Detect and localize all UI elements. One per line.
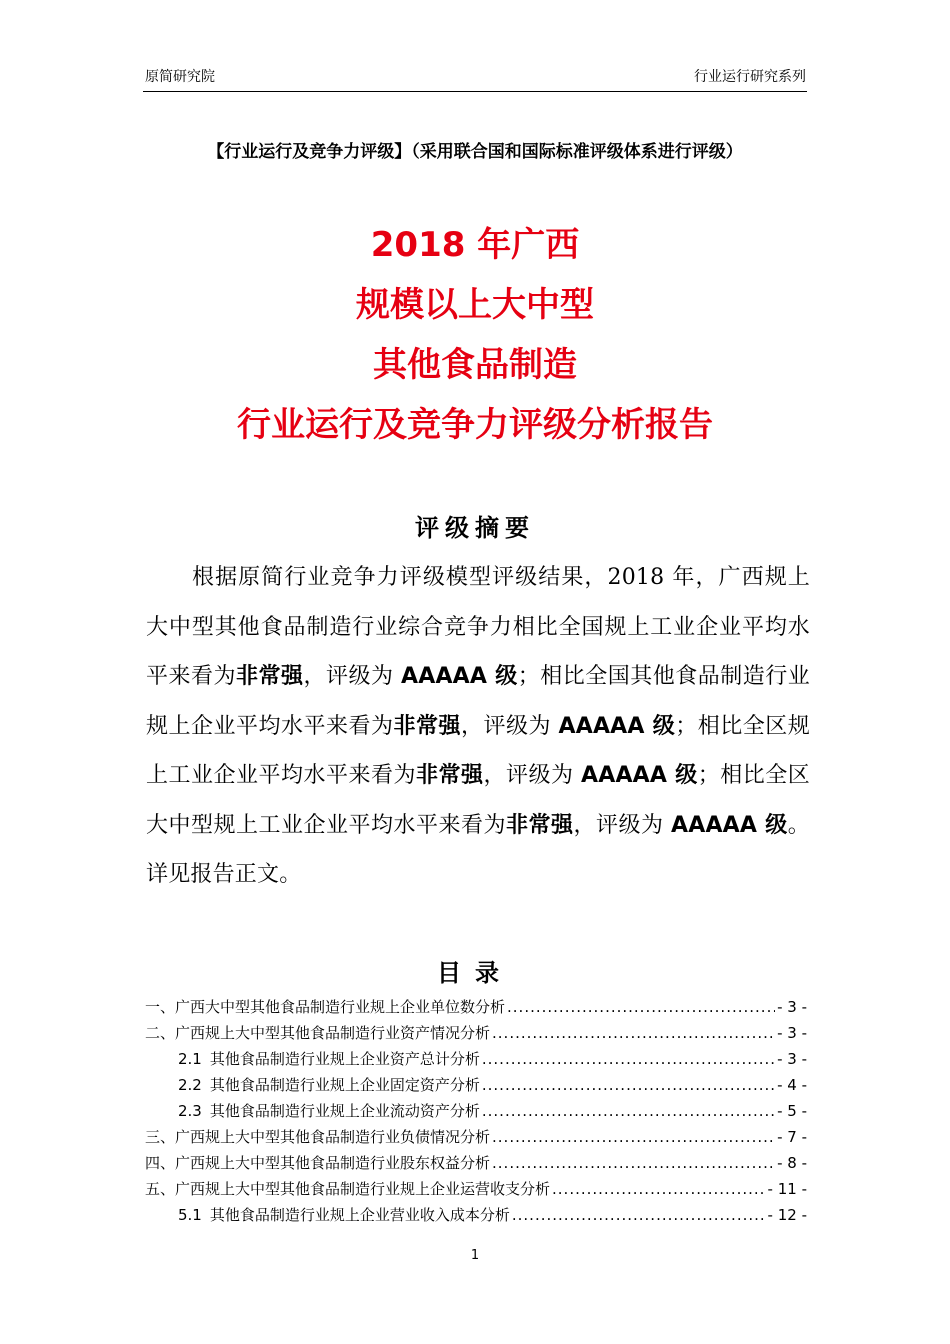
toc-leader-dots [482, 1098, 775, 1124]
rating-grade: AAAAA 级 [558, 713, 676, 739]
toc-entry[interactable] [145, 994, 807, 1020]
title-line-4: 行业运行及竞争力评级分析报告 [237, 405, 713, 445]
toc-entry-page: - 3 - [777, 1050, 807, 1068]
summary-paragraph [146, 553, 810, 900]
toc-leader-dots [492, 1150, 775, 1176]
summary-text: ，评级为 [303, 664, 401, 689]
toc-entry-title: 一、广西大中型其他食品制造行业规上企业单位数分析 [145, 998, 506, 1016]
toc-entry-title: 三、广西规上大中型其他食品制造行业负债情况分析 [145, 1128, 491, 1146]
page-number: 1 [470, 1248, 480, 1263]
rating-method-line: 【行业运行及竞争力评级】（采用联合国和国际标准评级体系进行评级） [207, 142, 743, 162]
toc-entry-title: 五、广西规上大中型其他食品制造行业规上企业运营收支分析 [145, 1180, 551, 1198]
toc-entry-title: 其他食品制造行业规上企业固定资产分析 [209, 1076, 480, 1094]
summary-text: ，评级为 [483, 763, 581, 788]
toc-entry-page: - 4 - [777, 1076, 807, 1094]
rating-grade: AAAAA 级 [401, 664, 518, 689]
toc-entry-title: 其他食品制造行业规上企业流动资产分析 [209, 1102, 480, 1120]
summary-text: ；相比全区规上工业企业平均水平来看为 [146, 713, 810, 788]
summary-text: ；相比全区大中型规上工业企业平均水平来看为 [146, 763, 810, 838]
toc-entry-page: - 12 - [767, 1206, 807, 1224]
toc-entry-title: 四、广西规上大中型其他食品制造行业股东权益分析 [145, 1154, 491, 1172]
toc-subentry[interactable] [145, 1072, 807, 1098]
summary-heading: 评级摘要 [415, 514, 535, 542]
toc-subentry[interactable] [145, 1098, 807, 1124]
rating-grade: AAAAA 级 [671, 812, 788, 838]
rating-strength: 非常强 [236, 664, 304, 689]
toc-entry-number: 5.1 [178, 1206, 202, 1224]
header-series-name: 行业运行研究系列 [694, 69, 806, 85]
toc-leader-dots [492, 1124, 775, 1150]
rating-grade: AAAAA 级 [581, 763, 698, 788]
summary-text: ，评级为 [461, 713, 559, 739]
header-divider [143, 91, 807, 92]
title-line-2: 规模以上大中型 [356, 285, 594, 325]
toc-entry[interactable] [145, 1020, 807, 1046]
toc-leader-dots [507, 994, 775, 1020]
toc-leader-dots [482, 1046, 775, 1072]
toc-leader-dots [482, 1072, 775, 1098]
report-title [0, 215, 950, 455]
toc-entry-title: 其他食品制造行业规上企业资产总计分析 [209, 1050, 480, 1068]
title-line-1: 2018 年广西 [370, 225, 580, 265]
summary-text: ；相比全国其他食品制造行业规上企业平均水平来看为 [146, 664, 810, 739]
table-of-contents [145, 994, 807, 1228]
toc-entry-page: - 3 - [777, 1024, 807, 1042]
toc-entry-page: - 7 - [777, 1128, 807, 1146]
toc-heading: 目录 [437, 959, 513, 987]
summary-text: 根据原简行业竞争力评级模型评级结果，2018 年，广西规上大中型其他食品制造行业综合竞争力相比全国规上工业企业平均水平来看为 [146, 565, 810, 689]
toc-entry-page: - 8 - [777, 1154, 807, 1172]
toc-entry-page: - 3 - [777, 998, 807, 1016]
toc-leader-dots [512, 1202, 766, 1228]
header-org-name: 原简研究院 [145, 69, 215, 85]
toc-entry[interactable] [145, 1150, 807, 1176]
summary-text: ，评级为 [573, 812, 671, 838]
toc-entry-number: 2.3 [178, 1102, 202, 1120]
rating-strength: 非常强 [506, 812, 574, 838]
rating-strength: 非常强 [393, 713, 461, 739]
toc-subentry[interactable] [145, 1046, 807, 1072]
toc-entry[interactable] [145, 1124, 807, 1150]
toc-subentry[interactable] [145, 1202, 807, 1228]
toc-entry-title: 二、广西规上大中型其他食品制造行业资产情况分析 [145, 1024, 491, 1042]
toc-entry-number: 2.1 [178, 1050, 202, 1068]
summary-text: 。详见报告正文。 [146, 812, 810, 887]
toc-leader-dots [552, 1176, 766, 1202]
toc-entry-title: 其他食品制造行业规上企业营业收入成本分析 [209, 1206, 510, 1224]
rating-strength: 非常强 [416, 763, 484, 788]
toc-leader-dots [492, 1020, 775, 1046]
toc-entry-page: - 5 - [777, 1102, 807, 1120]
toc-entry[interactable] [145, 1176, 807, 1202]
toc-entry-number: 2.2 [178, 1076, 202, 1094]
title-line-3: 其他食品制造 [373, 345, 577, 385]
toc-entry-page: - 11 - [767, 1180, 807, 1198]
